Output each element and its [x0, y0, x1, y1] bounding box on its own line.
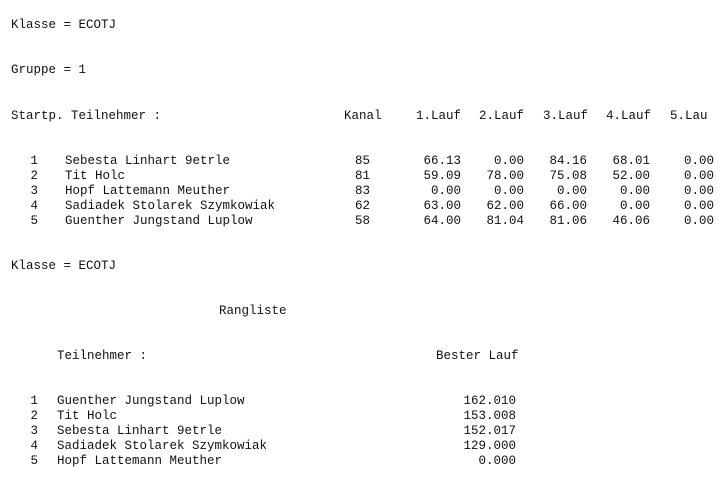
- lauf4-cell: 46.06: [612, 214, 650, 228]
- lauf1-cell: 0.00: [430, 184, 461, 198]
- lauf3-cell: 84.16: [549, 154, 587, 168]
- rank-cell: 5: [30, 454, 38, 468]
- kanal-cell: 81: [354, 169, 370, 183]
- kanal-cell: 58: [354, 214, 370, 228]
- lauf5-cell: 0.00: [683, 199, 714, 213]
- rank-cell: 4: [30, 439, 38, 453]
- lauf2-cell: 0.00: [493, 154, 524, 168]
- lauf2-cell: 0.00: [493, 184, 524, 198]
- startp-cell: 5: [30, 214, 38, 228]
- lauf2-cell: 78.00: [486, 169, 524, 183]
- teilnehmer-name-cell: Sadiadek Stolarek Szymkowiak: [65, 199, 276, 213]
- teilnehmer-name-cell: Guenther Jungstand Luplow: [57, 394, 245, 408]
- lauf1-cell: 63.00: [423, 199, 461, 213]
- header-kanal: Kanal: [344, 109, 382, 123]
- header-lauf5: 5.Lau: [670, 109, 708, 123]
- lauf1-cell: 64.00: [423, 214, 461, 228]
- lauf2-cell: 81.04: [486, 214, 524, 228]
- teilnehmer-name-cell: Sebesta Linhart 9etrle: [65, 154, 231, 168]
- startp-cell: 2: [30, 169, 38, 183]
- teilnehmer-name-cell: Sadiadek Stolarek Szymkowiak: [57, 439, 268, 453]
- lauf5-cell: 0.00: [683, 154, 714, 168]
- lauf5-cell: 0.00: [683, 214, 714, 228]
- rank-cell: 1: [30, 394, 38, 408]
- rank-cell: 3: [30, 424, 38, 438]
- bester-lauf-cell: 153.008: [463, 409, 516, 423]
- teilnehmer-name-cell: Tit Holc: [65, 169, 126, 183]
- lauf4-cell: 52.00: [612, 169, 650, 183]
- lauf5-cell: 0.00: [683, 184, 714, 198]
- lauf4-cell: 68.01: [612, 154, 650, 168]
- lauf1-cell: 66.13: [423, 154, 461, 168]
- header-teilnehmer: Teilnehmer :: [57, 349, 148, 363]
- header-startp-teilnehmer: Startp. Teilnehmer :: [11, 109, 162, 123]
- kanal-cell: 83: [354, 184, 370, 198]
- teilnehmer-name-cell: Hopf Lattemann Meuther: [65, 184, 231, 198]
- klasse-label: Klasse = ECOTJ: [11, 18, 117, 32]
- lauf1-cell: 59.09: [423, 169, 461, 183]
- lauf3-cell: 0.00: [556, 184, 587, 198]
- lauf3-cell: 75.08: [549, 169, 587, 183]
- header-lauf2: 2.Lauf: [479, 109, 525, 123]
- bester-lauf-cell: 129.000: [463, 439, 516, 453]
- bester-lauf-cell: 152.017: [463, 424, 516, 438]
- lauf3-cell: 66.00: [549, 199, 587, 213]
- teilnehmer-name-cell: Guenther Jungstand Luplow: [65, 214, 253, 228]
- klasse-label-2: Klasse = ECOTJ: [11, 259, 117, 273]
- header-lauf3: 3.Lauf: [543, 109, 589, 123]
- teilnehmer-name-cell: Sebesta Linhart 9etrle: [57, 424, 223, 438]
- header-lauf4: 4.Lauf: [606, 109, 652, 123]
- lauf4-cell: 0.00: [619, 199, 650, 213]
- rank-cell: 2: [30, 409, 38, 423]
- kanal-cell: 62: [354, 199, 370, 213]
- header-bester-lauf: Bester Lauf: [436, 349, 519, 363]
- startp-cell: 1: [30, 154, 38, 168]
- header-lauf1: 1.Lauf: [416, 109, 462, 123]
- lauf2-cell: 62.00: [486, 199, 524, 213]
- bester-lauf-cell: 162.010: [463, 394, 516, 408]
- startp-cell: 3: [30, 184, 38, 198]
- lauf4-cell: 0.00: [619, 184, 650, 198]
- rangliste-title: Rangliste: [219, 304, 287, 318]
- teilnehmer-name-cell: Hopf Lattemann Meuther: [57, 454, 223, 468]
- gruppe-label: Gruppe = 1: [11, 63, 87, 77]
- kanal-cell: 85: [354, 154, 370, 168]
- teilnehmer-name-cell: Tit Holc: [57, 409, 118, 423]
- lauf5-cell: 0.00: [683, 169, 714, 183]
- bester-lauf-cell: 0.000: [478, 454, 516, 468]
- startp-cell: 4: [30, 199, 38, 213]
- lauf3-cell: 81.06: [549, 214, 587, 228]
